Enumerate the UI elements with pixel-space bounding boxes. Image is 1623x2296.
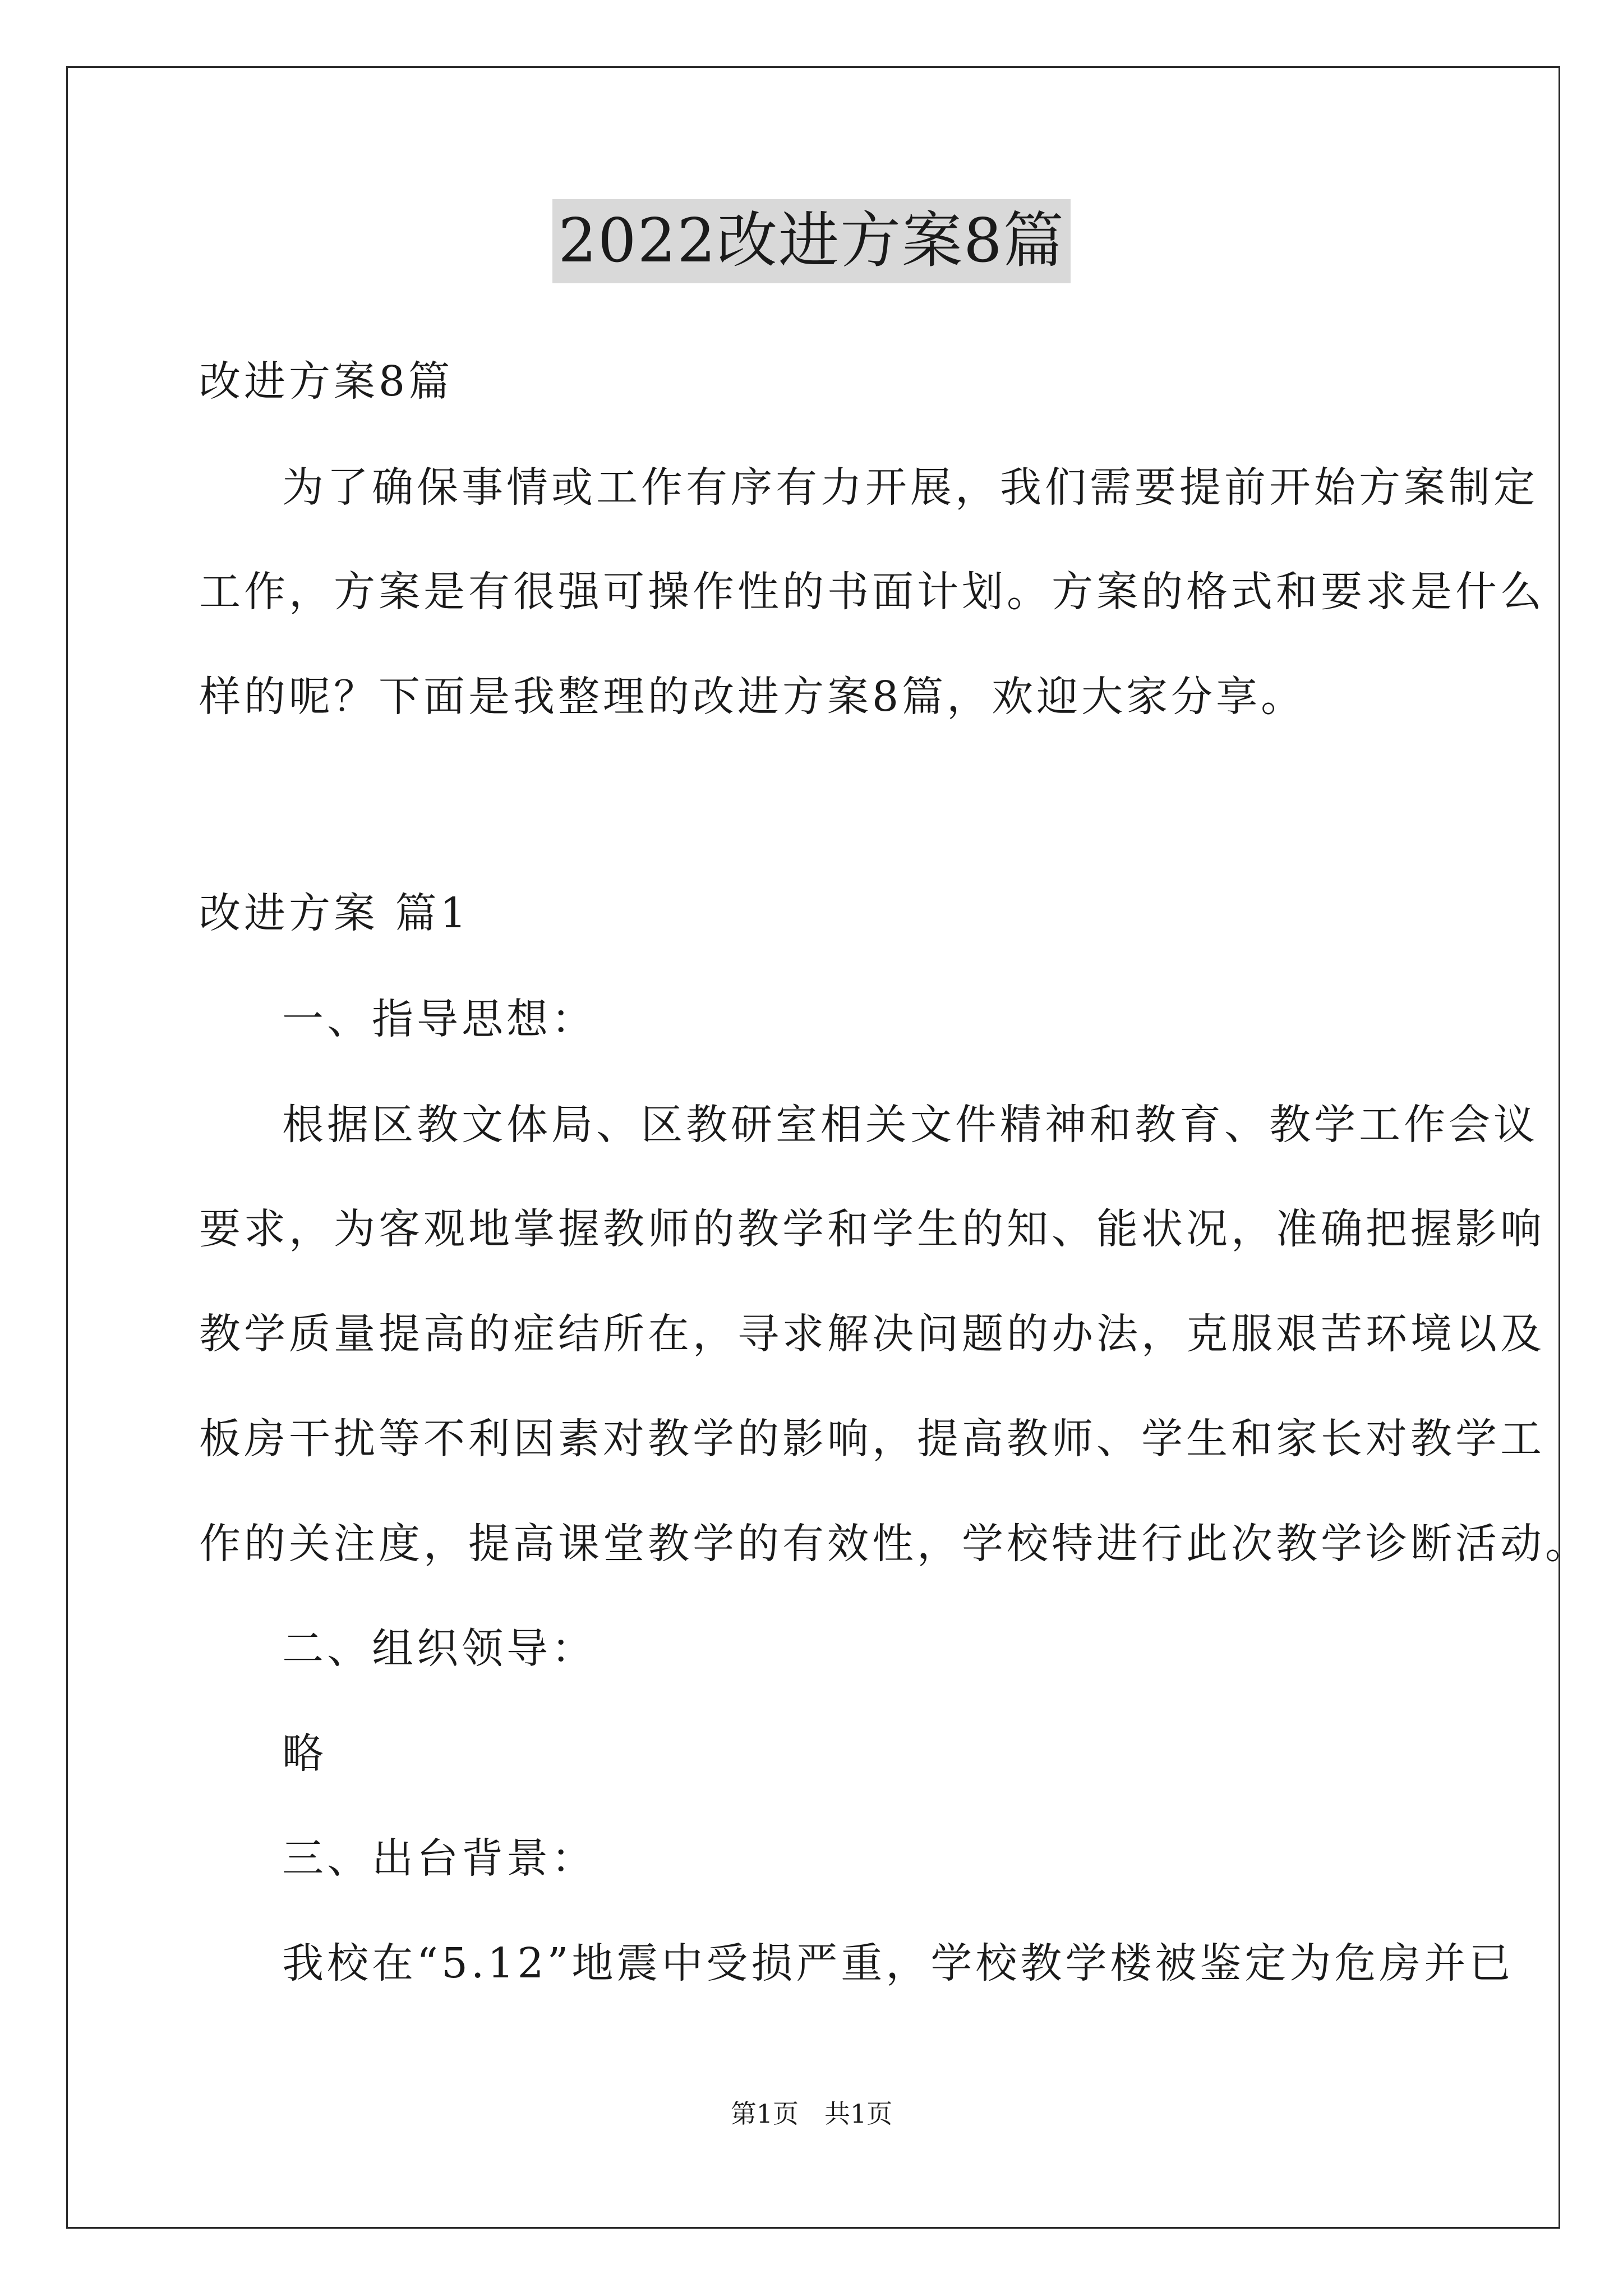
- title-container: [0, 199, 1623, 283]
- part1-heading: 一、指导思想：: [282, 995, 596, 1043]
- intro-line-2: 工作，方案是有很强可操作性的书面计划。方案的格式和要求是什么: [199, 568, 1545, 616]
- document-title: 2022改进方案8篇: [552, 199, 1071, 283]
- intro-line-1: 为了确保事情或工作有序有力开展，我们需要提前开始方案制定: [282, 463, 1538, 512]
- part1-line-1: 根据区教文体局、区教研室相关文件精神和教育、教学工作会议: [282, 1101, 1538, 1149]
- part2-text: 略: [282, 1729, 327, 1778]
- document-subtitle: 改进方案8篇: [199, 357, 454, 406]
- page-footer: 第1页 共1页: [730, 2099, 893, 2129]
- part3-heading: 三、出台背景：: [282, 1834, 596, 1883]
- part1-line-4: 板房干扰等不利因素对教学的影响，提高教师、学生和家长对教学工: [199, 1415, 1545, 1463]
- intro-line-3: 样的呢？下面是我整理的改进方案8篇，欢迎大家分享。: [199, 673, 1306, 721]
- part3-line-1: 我校在“5.12”地震中受损严重，学校教学楼被鉴定为危房并已: [282, 1939, 1514, 1987]
- part1-line-5: 作的关注度，提高课堂教学的有效性，学校特进行此次教学诊断活动。: [199, 1520, 1590, 1568]
- part1-line-2: 要求，为客观地掌握教师的教学和学生的知、能状况，准确把握影响: [199, 1205, 1545, 1253]
- part2-heading: 二、组织领导：: [282, 1625, 596, 1673]
- section-heading: 改进方案 篇1: [199, 889, 470, 937]
- part1-line-3: 教学质量提高的症结所在，寻求解决问题的办法，克服艰苦环境以及: [199, 1310, 1545, 1358]
